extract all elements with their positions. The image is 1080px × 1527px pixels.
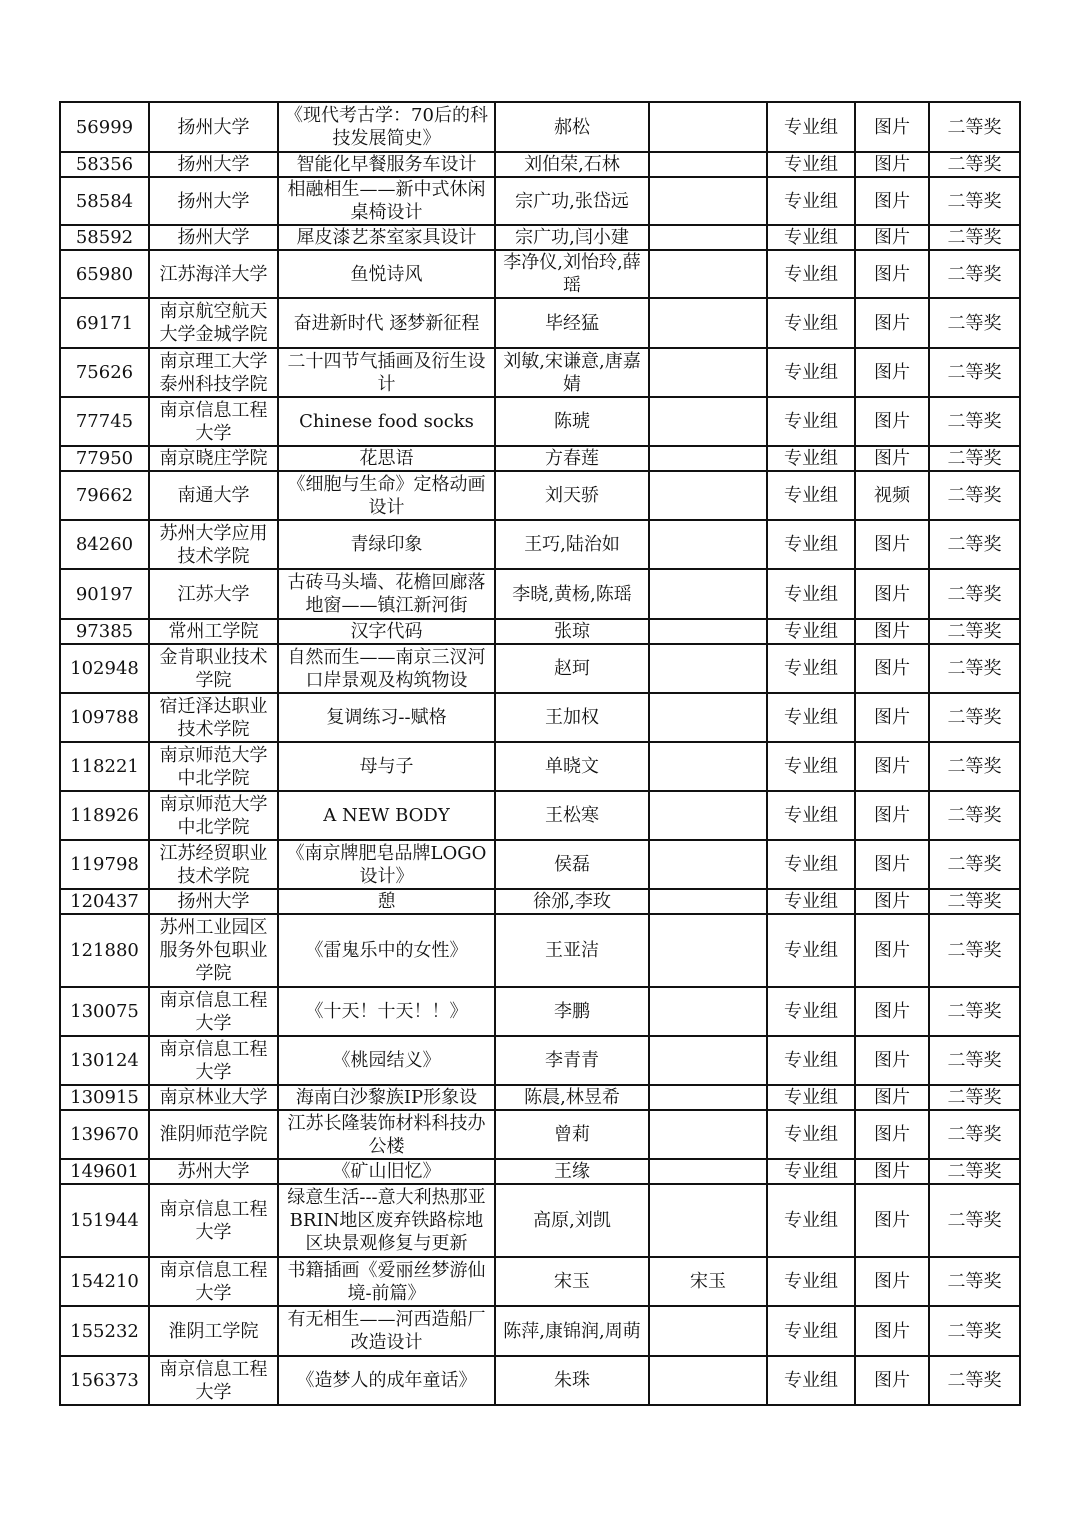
prize-cell: 二等奖 bbox=[929, 1356, 1020, 1405]
title-cell: 汉字代码 bbox=[278, 619, 495, 644]
tutor-cell bbox=[649, 1306, 767, 1356]
prize-cell: 二等奖 bbox=[929, 397, 1020, 446]
tutor-cell bbox=[649, 1036, 767, 1085]
authors-cell: 陈琥 bbox=[495, 397, 649, 446]
work-id-cell: 84260 bbox=[60, 520, 149, 569]
prize-cell: 二等奖 bbox=[929, 569, 1020, 619]
type-cell: 图片 bbox=[855, 791, 929, 840]
title-cell: 自然而生——南京三汊河口岸景观及构筑物设 bbox=[278, 644, 495, 693]
prize-cell: 二等奖 bbox=[929, 791, 1020, 840]
tutor-cell bbox=[649, 225, 767, 250]
type-cell: 图片 bbox=[855, 446, 929, 471]
work-id-cell: 58584 bbox=[60, 177, 149, 225]
authors-cell: 王亚洁 bbox=[495, 914, 649, 987]
school-cell: 苏州大学应用技术学院 bbox=[149, 520, 278, 569]
group-cell: 专业组 bbox=[767, 152, 855, 177]
work-id-cell: 121880 bbox=[60, 914, 149, 987]
work-id-cell: 90197 bbox=[60, 569, 149, 619]
prize-cell: 二等奖 bbox=[929, 1184, 1020, 1257]
work-id-cell: 149601 bbox=[60, 1159, 149, 1184]
title-cell: 《现代考古学：70后的科技发展简史》 bbox=[278, 102, 495, 152]
authors-cell: 方春莲 bbox=[495, 446, 649, 471]
work-id-cell: 155232 bbox=[60, 1306, 149, 1356]
group-cell: 专业组 bbox=[767, 1110, 855, 1159]
work-id-cell: 58356 bbox=[60, 152, 149, 177]
prize-cell: 二等奖 bbox=[929, 446, 1020, 471]
authors-cell: 单晓文 bbox=[495, 742, 649, 791]
school-cell: 南京理工大学泰州科技学院 bbox=[149, 348, 278, 397]
title-cell: 二十四节气插画及衍生设计 bbox=[278, 348, 495, 397]
work-id-cell: 130075 bbox=[60, 987, 149, 1036]
tutor-cell bbox=[649, 471, 767, 520]
work-id-cell: 58592 bbox=[60, 225, 149, 250]
authors-cell: 毕经猛 bbox=[495, 298, 649, 348]
prize-cell: 二等奖 bbox=[929, 520, 1020, 569]
prize-cell: 二等奖 bbox=[929, 1085, 1020, 1110]
authors-cell: 侯磊 bbox=[495, 840, 649, 889]
title-cell: A NEW BODY bbox=[278, 791, 495, 840]
table-row bbox=[60, 152, 1020, 177]
group-cell: 专业组 bbox=[767, 298, 855, 348]
tutor-cell bbox=[649, 791, 767, 840]
table-row bbox=[60, 693, 1020, 742]
school-cell: 南京航空航天大学金城学院 bbox=[149, 298, 278, 348]
authors-cell: 宋玉 bbox=[495, 1257, 649, 1306]
prize-cell: 二等奖 bbox=[929, 102, 1020, 152]
tutor-cell bbox=[649, 569, 767, 619]
table-row bbox=[60, 889, 1020, 914]
type-cell: 图片 bbox=[855, 298, 929, 348]
table-row bbox=[60, 1085, 1020, 1110]
table-row bbox=[60, 569, 1020, 619]
school-cell: 苏州大学 bbox=[149, 1159, 278, 1184]
tutor-cell bbox=[649, 446, 767, 471]
table-row bbox=[60, 1036, 1020, 1085]
work-id-cell: 75626 bbox=[60, 348, 149, 397]
title-cell: 奋进新时代 逐梦新征程 bbox=[278, 298, 495, 348]
title-cell: 古砖马头墙、花檐回廊落地窗——镇江新河街 bbox=[278, 569, 495, 619]
title-cell: 复调练习--赋格 bbox=[278, 693, 495, 742]
type-cell: 图片 bbox=[855, 619, 929, 644]
work-id-cell: 154210 bbox=[60, 1257, 149, 1306]
tutor-cell bbox=[649, 397, 767, 446]
type-cell: 图片 bbox=[855, 914, 929, 987]
type-cell: 图片 bbox=[855, 742, 929, 791]
title-cell: 海南白沙黎族IP形象设 bbox=[278, 1085, 495, 1110]
title-cell: 江苏长隆装饰材料科技办公楼 bbox=[278, 1110, 495, 1159]
group-cell: 专业组 bbox=[767, 102, 855, 152]
type-cell: 图片 bbox=[855, 840, 929, 889]
prize-cell: 二等奖 bbox=[929, 250, 1020, 298]
prize-cell: 二等奖 bbox=[929, 1036, 1020, 1085]
group-cell: 专业组 bbox=[767, 1356, 855, 1405]
school-cell: 宿迁泽达职业技术学院 bbox=[149, 693, 278, 742]
group-cell: 专业组 bbox=[767, 791, 855, 840]
table-row bbox=[60, 914, 1020, 987]
prize-cell: 二等奖 bbox=[929, 152, 1020, 177]
work-id-cell: 130124 bbox=[60, 1036, 149, 1085]
group-cell: 专业组 bbox=[767, 471, 855, 520]
table-row bbox=[60, 520, 1020, 569]
school-cell: 南京信息工程大学 bbox=[149, 1036, 278, 1085]
authors-cell: 李晓,黄杨,陈瑶 bbox=[495, 569, 649, 619]
type-cell: 图片 bbox=[855, 250, 929, 298]
school-cell: 南京师范大学中北学院 bbox=[149, 791, 278, 840]
school-cell: 淮阴工学院 bbox=[149, 1306, 278, 1356]
group-cell: 专业组 bbox=[767, 1159, 855, 1184]
school-cell: 扬州大学 bbox=[149, 152, 278, 177]
tutor-cell bbox=[649, 987, 767, 1036]
table-row bbox=[60, 446, 1020, 471]
work-id-cell: 102948 bbox=[60, 644, 149, 693]
group-cell: 专业组 bbox=[767, 644, 855, 693]
authors-cell: 刘敏,宋谦意,唐嘉婧 bbox=[495, 348, 649, 397]
type-cell: 图片 bbox=[855, 152, 929, 177]
authors-cell: 王缘 bbox=[495, 1159, 649, 1184]
group-cell: 专业组 bbox=[767, 987, 855, 1036]
work-id-cell: 118221 bbox=[60, 742, 149, 791]
work-id-cell: 118926 bbox=[60, 791, 149, 840]
prize-cell: 二等奖 bbox=[929, 914, 1020, 987]
table-row bbox=[60, 397, 1020, 446]
work-id-cell: 119798 bbox=[60, 840, 149, 889]
group-cell: 专业组 bbox=[767, 693, 855, 742]
title-cell: 书籍插画《爱丽丝梦游仙境-前篇》 bbox=[278, 1257, 495, 1306]
authors-cell: 郝松 bbox=[495, 102, 649, 152]
tutor-cell bbox=[649, 1159, 767, 1184]
prize-cell: 二等奖 bbox=[929, 693, 1020, 742]
group-cell: 专业组 bbox=[767, 1184, 855, 1257]
authors-cell: 李青青 bbox=[495, 1036, 649, 1085]
school-cell: 南京信息工程大学 bbox=[149, 987, 278, 1036]
authors-cell: 王巧,陆治如 bbox=[495, 520, 649, 569]
type-cell: 图片 bbox=[855, 177, 929, 225]
title-cell: 母与子 bbox=[278, 742, 495, 791]
school-cell: 南京师范大学中北学院 bbox=[149, 742, 278, 791]
title-cell: 《雷鬼乐中的女性》 bbox=[278, 914, 495, 987]
type-cell: 图片 bbox=[855, 1110, 929, 1159]
type-cell: 图片 bbox=[855, 397, 929, 446]
group-cell: 专业组 bbox=[767, 1306, 855, 1356]
work-id-cell: 79662 bbox=[60, 471, 149, 520]
table-row bbox=[60, 742, 1020, 791]
authors-cell: 徐邠,李玫 bbox=[495, 889, 649, 914]
prize-cell: 二等奖 bbox=[929, 1159, 1020, 1184]
work-id-cell: 156373 bbox=[60, 1356, 149, 1405]
work-id-cell: 77950 bbox=[60, 446, 149, 471]
school-cell: 苏州工业园区服务外包职业学院 bbox=[149, 914, 278, 987]
school-cell: 金肯职业技术学院 bbox=[149, 644, 278, 693]
type-cell: 图片 bbox=[855, 348, 929, 397]
authors-cell: 刘天骄 bbox=[495, 471, 649, 520]
authors-cell: 王松寒 bbox=[495, 791, 649, 840]
group-cell: 专业组 bbox=[767, 1257, 855, 1306]
tutor-cell bbox=[649, 1356, 767, 1405]
type-cell: 图片 bbox=[855, 1306, 929, 1356]
table-row bbox=[60, 1356, 1020, 1405]
title-cell: 智能化早餐服务车设计 bbox=[278, 152, 495, 177]
school-cell: 南京信息工程大学 bbox=[149, 1257, 278, 1306]
tutor-cell bbox=[649, 1110, 767, 1159]
prize-cell: 二等奖 bbox=[929, 177, 1020, 225]
authors-cell: 张琼 bbox=[495, 619, 649, 644]
title-cell: 相融相生——新中式休闲桌椅设计 bbox=[278, 177, 495, 225]
type-cell: 图片 bbox=[855, 644, 929, 693]
tutor-cell bbox=[649, 840, 767, 889]
prize-cell: 二等奖 bbox=[929, 644, 1020, 693]
prize-cell: 二等奖 bbox=[929, 225, 1020, 250]
table-row bbox=[60, 791, 1020, 840]
school-cell: 南京晓庄学院 bbox=[149, 446, 278, 471]
authors-cell: 刘伯荣,石林 bbox=[495, 152, 649, 177]
group-cell: 专业组 bbox=[767, 446, 855, 471]
type-cell: 图片 bbox=[855, 1184, 929, 1257]
work-id-cell: 56999 bbox=[60, 102, 149, 152]
school-cell: 南京信息工程大学 bbox=[149, 1356, 278, 1405]
type-cell: 图片 bbox=[855, 1036, 929, 1085]
prize-cell: 二等奖 bbox=[929, 987, 1020, 1036]
group-cell: 专业组 bbox=[767, 889, 855, 914]
group-cell: 专业组 bbox=[767, 1085, 855, 1110]
tutor-cell bbox=[649, 914, 767, 987]
authors-cell: 曾莉 bbox=[495, 1110, 649, 1159]
type-cell: 图片 bbox=[855, 520, 929, 569]
tutor-cell: 宋玉 bbox=[649, 1257, 767, 1306]
tutor-cell bbox=[649, 250, 767, 298]
authors-cell: 李净仪,刘怡玲,薛瑶 bbox=[495, 250, 649, 298]
work-id-cell: 77745 bbox=[60, 397, 149, 446]
group-cell: 专业组 bbox=[767, 177, 855, 225]
awards-table bbox=[59, 101, 1021, 1406]
title-cell: 绿意生活---意大利热那亚BRIN地区废弃铁路棕地区块景观修复与更新 bbox=[278, 1184, 495, 1257]
title-cell: 花思语 bbox=[278, 446, 495, 471]
tutor-cell bbox=[649, 1184, 767, 1257]
authors-cell: 赵珂 bbox=[495, 644, 649, 693]
title-cell: Chinese food socks bbox=[278, 397, 495, 446]
table-row bbox=[60, 471, 1020, 520]
group-cell: 专业组 bbox=[767, 569, 855, 619]
title-cell: 《细胞与生命》定格动画设计 bbox=[278, 471, 495, 520]
work-id-cell: 120437 bbox=[60, 889, 149, 914]
table-row bbox=[60, 1110, 1020, 1159]
table-row bbox=[60, 1306, 1020, 1356]
type-cell: 图片 bbox=[855, 225, 929, 250]
title-cell: 有无相生——河西造船厂改造设计 bbox=[278, 1306, 495, 1356]
authors-cell: 高原,刘凯 bbox=[495, 1184, 649, 1257]
group-cell: 专业组 bbox=[767, 225, 855, 250]
group-cell: 专业组 bbox=[767, 397, 855, 446]
prize-cell: 二等奖 bbox=[929, 840, 1020, 889]
authors-cell: 王加权 bbox=[495, 693, 649, 742]
table-row bbox=[60, 1159, 1020, 1184]
title-cell: 《十天！十天！！》 bbox=[278, 987, 495, 1036]
work-id-cell: 109788 bbox=[60, 693, 149, 742]
type-cell: 图片 bbox=[855, 693, 929, 742]
group-cell: 专业组 bbox=[767, 250, 855, 298]
type-cell: 视频 bbox=[855, 471, 929, 520]
tutor-cell bbox=[649, 298, 767, 348]
school-cell: 江苏大学 bbox=[149, 569, 278, 619]
group-cell: 专业组 bbox=[767, 520, 855, 569]
awards-table-body bbox=[60, 102, 1020, 1405]
table-row bbox=[60, 298, 1020, 348]
school-cell: 南京林业大学 bbox=[149, 1085, 278, 1110]
school-cell: 扬州大学 bbox=[149, 225, 278, 250]
group-cell: 专业组 bbox=[767, 348, 855, 397]
authors-cell: 陈晨,林昱希 bbox=[495, 1085, 649, 1110]
prize-cell: 二等奖 bbox=[929, 298, 1020, 348]
prize-cell: 二等奖 bbox=[929, 1257, 1020, 1306]
table-row bbox=[60, 987, 1020, 1036]
table-row bbox=[60, 102, 1020, 152]
school-cell: 南通大学 bbox=[149, 471, 278, 520]
group-cell: 专业组 bbox=[767, 1036, 855, 1085]
tutor-cell bbox=[649, 619, 767, 644]
group-cell: 专业组 bbox=[767, 742, 855, 791]
tutor-cell bbox=[649, 102, 767, 152]
school-cell: 江苏经贸职业技术学院 bbox=[149, 840, 278, 889]
tutor-cell bbox=[649, 742, 767, 791]
school-cell: 扬州大学 bbox=[149, 102, 278, 152]
tutor-cell bbox=[649, 520, 767, 569]
table-row bbox=[60, 619, 1020, 644]
title-cell: 犀皮漆艺茶室家具设计 bbox=[278, 225, 495, 250]
authors-cell: 宗广功,张岱远 bbox=[495, 177, 649, 225]
work-id-cell: 97385 bbox=[60, 619, 149, 644]
school-cell: 扬州大学 bbox=[149, 889, 278, 914]
tutor-cell bbox=[649, 1085, 767, 1110]
tutor-cell bbox=[649, 348, 767, 397]
group-cell: 专业组 bbox=[767, 840, 855, 889]
type-cell: 图片 bbox=[855, 102, 929, 152]
prize-cell: 二等奖 bbox=[929, 1110, 1020, 1159]
type-cell: 图片 bbox=[855, 1159, 929, 1184]
tutor-cell bbox=[649, 693, 767, 742]
title-cell: 鱼悦诗风 bbox=[278, 250, 495, 298]
table-row bbox=[60, 840, 1020, 889]
title-cell: 青绿印象 bbox=[278, 520, 495, 569]
group-cell: 专业组 bbox=[767, 619, 855, 644]
tutor-cell bbox=[649, 177, 767, 225]
table-row bbox=[60, 644, 1020, 693]
prize-cell: 二等奖 bbox=[929, 348, 1020, 397]
title-cell: 憩 bbox=[278, 889, 495, 914]
type-cell: 图片 bbox=[855, 569, 929, 619]
type-cell: 图片 bbox=[855, 1356, 929, 1405]
school-cell: 淮阴师范学院 bbox=[149, 1110, 278, 1159]
table-row bbox=[60, 250, 1020, 298]
title-cell: 《南京牌肥皂品牌LOGO设计》 bbox=[278, 840, 495, 889]
type-cell: 图片 bbox=[855, 889, 929, 914]
work-id-cell: 69171 bbox=[60, 298, 149, 348]
tutor-cell bbox=[649, 889, 767, 914]
table-row bbox=[60, 1257, 1020, 1306]
prize-cell: 二等奖 bbox=[929, 742, 1020, 791]
tutor-cell bbox=[649, 152, 767, 177]
table-row bbox=[60, 225, 1020, 250]
authors-cell: 李鹏 bbox=[495, 987, 649, 1036]
work-id-cell: 130915 bbox=[60, 1085, 149, 1110]
authors-cell: 陈萍,康锦润,周萌 bbox=[495, 1306, 649, 1356]
work-id-cell: 151944 bbox=[60, 1184, 149, 1257]
school-cell: 常州工学院 bbox=[149, 619, 278, 644]
group-cell: 专业组 bbox=[767, 914, 855, 987]
prize-cell: 二等奖 bbox=[929, 889, 1020, 914]
table-row bbox=[60, 177, 1020, 225]
authors-cell: 宗广功,闫小建 bbox=[495, 225, 649, 250]
table-row bbox=[60, 348, 1020, 397]
school-cell: 扬州大学 bbox=[149, 177, 278, 225]
tutor-cell bbox=[649, 644, 767, 693]
school-cell: 南京信息工程大学 bbox=[149, 397, 278, 446]
prize-cell: 二等奖 bbox=[929, 619, 1020, 644]
type-cell: 图片 bbox=[855, 1085, 929, 1110]
school-cell: 江苏海洋大学 bbox=[149, 250, 278, 298]
title-cell: 《桃园结义》 bbox=[278, 1036, 495, 1085]
authors-cell: 朱珠 bbox=[495, 1356, 649, 1405]
work-id-cell: 65980 bbox=[60, 250, 149, 298]
type-cell: 图片 bbox=[855, 987, 929, 1036]
prize-cell: 二等奖 bbox=[929, 471, 1020, 520]
title-cell: 《矿山旧忆》 bbox=[278, 1159, 495, 1184]
prize-cell: 二等奖 bbox=[929, 1306, 1020, 1356]
type-cell: 图片 bbox=[855, 1257, 929, 1306]
school-cell: 南京信息工程大学 bbox=[149, 1184, 278, 1257]
work-id-cell: 139670 bbox=[60, 1110, 149, 1159]
table-row bbox=[60, 1184, 1020, 1257]
title-cell: 《造梦人的成年童话》 bbox=[278, 1356, 495, 1405]
